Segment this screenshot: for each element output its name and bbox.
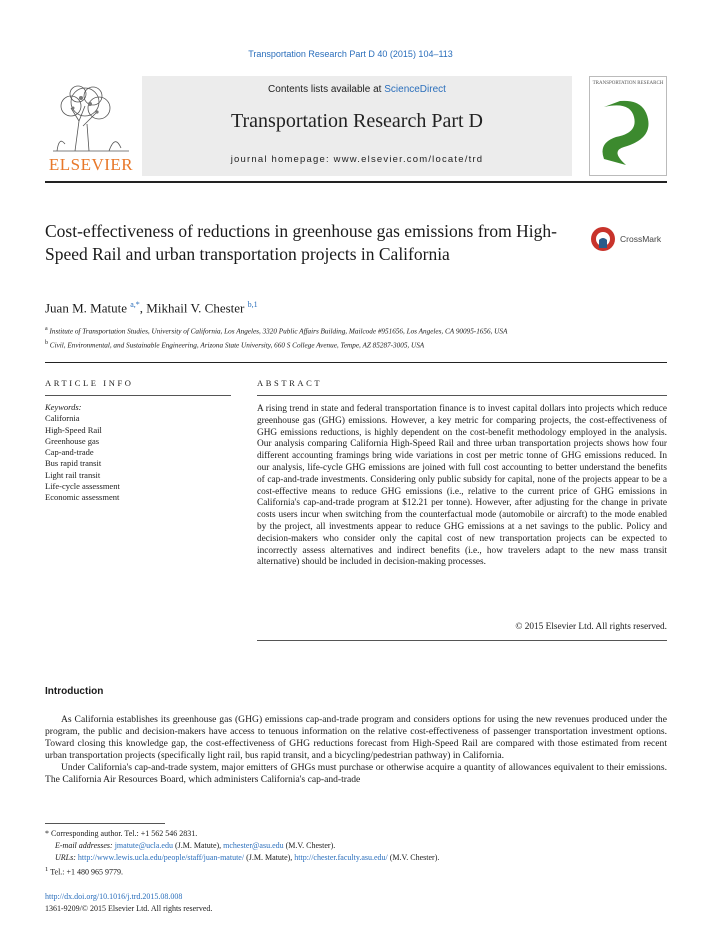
affiliation-text: Institute of Transportation Studies, University of California, Los Angeles, 3320 Public Affairs Building, Mailcode #951656, Los Angeles, CA 90095-1656, USA [49, 327, 508, 336]
crossmark-icon [590, 226, 616, 252]
journal-masthead [142, 76, 572, 176]
keyword-item: California [45, 413, 80, 424]
email-link[interactable]: mchester@asu.edu [223, 841, 284, 850]
email-owner: (J.M. Matute), [172, 841, 224, 850]
journal-header [45, 76, 667, 188]
email-owner: (M.V. Chester). [283, 841, 336, 850]
sciencedirect-link[interactable]: ScienceDirect [384, 84, 446, 95]
footnote-corresponding [45, 828, 667, 840]
author-affiliation-mark[interactable]: a,* [130, 300, 140, 309]
doi-link[interactable]: http://dx.doi.org/10.1016/j.trd.2015.08.008 [45, 892, 183, 901]
introduction-heading: Introduction [45, 686, 104, 697]
keyword-item: Light rail transit [45, 469, 101, 480]
keyword-item: Life-cycle assessment [45, 481, 120, 492]
footnotes [45, 828, 667, 879]
abstract-end-divider [257, 640, 667, 641]
url-link[interactable]: http://chester.faculty.asu.edu/ [294, 853, 388, 862]
issn-line: 1361-9209/© 2015 Elsevier Ltd. All rights reserved. [45, 904, 213, 913]
article-info-heading: ARTICLE INFO [45, 378, 134, 388]
affiliation-mark: b [45, 340, 48, 347]
email-label: E-mail addresses: [55, 841, 113, 850]
keyword-item: Economic assessment [45, 492, 120, 503]
affiliation-mark: a [45, 326, 48, 332]
footnote-text: Tel.: +1 480 965 9779. [50, 867, 124, 877]
keywords-block [45, 402, 235, 504]
journal-cover-image[interactable] [589, 76, 667, 176]
footnote-urls [45, 852, 667, 864]
journal-title: Transportation Research Part D [231, 110, 483, 132]
email-link[interactable]: jmatute@ucla.edu [114, 841, 173, 850]
affiliation-text: Civil, Environmental, and Sustainable Engineering, Arizona State University, 660 S College Avenue, Tempe, AZ 85287-3005, USA [49, 341, 425, 350]
author-affiliation-mark[interactable]: b,1 [247, 300, 258, 309]
url-owner: (J.M. Matute), [244, 853, 295, 862]
contents-prefix: Contents lists available at [268, 84, 382, 95]
url-link[interactable]: http://www.lewis.ucla.edu/people/staff/juan-matute/ [77, 853, 245, 862]
abstract-heading: ABSTRACT [257, 378, 323, 388]
urls-label: URLs: [55, 853, 76, 862]
footnote-mark: * [45, 829, 49, 838]
author-separator: , [139, 300, 147, 316]
introduction-body [45, 714, 667, 787]
contents-availability-line [142, 84, 572, 95]
url-owner: (M.V. Chester). [387, 853, 440, 862]
author-name: Juan M. Matute [45, 300, 127, 316]
affiliation-item [45, 337, 665, 351]
article-info-divider [45, 395, 231, 396]
journal-homepage[interactable]: journal homepage: www.elsevier.com/locate/trd [230, 154, 484, 165]
elsevier-tree-logo[interactable] [45, 76, 137, 176]
footnote-tel [45, 864, 667, 879]
keyword-item: High-Speed Rail [45, 424, 102, 435]
body-paragraph: Under California's cap-and-trade system, major emitters of GHGs must purchase or otherwise acquire a quantity of allowances equivalent to their emissions. The California Air Resources Board, which administers California's cap-and-trade [45, 762, 667, 786]
footnote-emails [45, 840, 667, 852]
author-list [45, 300, 258, 316]
section-divider [45, 362, 667, 363]
article-title: Cost-effectiveness of reductions in greenhouse gas emissions from High-Speed Rail and urban transportation projects in California [45, 221, 557, 264]
abstract-divider [257, 395, 667, 396]
body-paragraph: As California establishes its greenhouse gas (GHG) emissions cap-and-trade program and considers options for using the new revenues produced under the program, the public and decision-makers have access to tenuous information on the relative cost-effectiveness of passenger transportation investment options. Toward closing this knowledge gap, the cost-effectiveness of GHG reductions forecast from High-Speed Rail are compared with those estimated from recent urban transportation projects (specifically light rail, bus rapid transit, and a bicycling/pedestrian pathway) in California. [45, 714, 667, 762]
journal-reference-link[interactable]: Transportation Research Part D 40 (2015) 104–113 [248, 49, 453, 59]
elsevier-wordmark: ELSEVIER [48, 155, 134, 174]
keywords-label: Keywords: [45, 402, 82, 412]
header-divider [45, 181, 667, 183]
abstract-text: A rising trend in state and federal transportation finance is to invest capital dollars into projects which reduce greenhouse gas (GHG) emissions. However, a key metric for comparing projects, the cost-effectiveness of GHG emissions reductions, is highly dependent on the cost-benefit methodology employed in the analysis. Our analysis comparing California High-Speed Rail and three urban transportation projects shows how four different accounting framings bring wide variations in cost per metric tonne of GHG emissions reduced. In our analysis, life-cycle GHG emissions are joined with full cost accounting to better understand the benefits of cap-and-trade investments. Considering only public subsidy for capital, none of the projects appear to be a cost-effective means to reduce GHG emissions (i.e., relative to the current price of GHG emissions in California's cap-and-trade program at $12.21 per tonne). However, after adjusting for the change in private costs users incur when switching from the counterfactual mode (automobile or aircraft) to the mode enabled by the project, all investments appear to reduce GHG emissions at a net savings to the public. Policy and decision-makers who consider only the capital cost of new transportation projects can be expected to incorrectly assess alternatives and indirect benefits (i.e., how travelers adapt to the new mass transit alternative) should be included in decision-making processes. [257, 404, 667, 568]
crossmark-badge[interactable] [590, 226, 670, 252]
abstract-copyright: © 2015 Elsevier Ltd. All rights reserved. [515, 622, 667, 632]
crossmark-label: CrossMark [620, 234, 662, 244]
keyword-item: Cap-and-trade [45, 447, 94, 458]
affiliation-item [45, 323, 665, 337]
keyword-item: Bus rapid transit [45, 458, 102, 469]
author-name: Mikhail V. Chester [146, 300, 245, 316]
footnote-divider [45, 823, 165, 824]
cover-title: TRANSPORTATION RESEARCH [592, 81, 664, 86]
keyword-item: Greenhouse gas [45, 435, 100, 446]
affiliations [45, 323, 665, 352]
footnote-mark: 1 [45, 866, 49, 873]
footnote-text: Corresponding author. Tel.: +1 562 546 2831. [51, 829, 198, 838]
